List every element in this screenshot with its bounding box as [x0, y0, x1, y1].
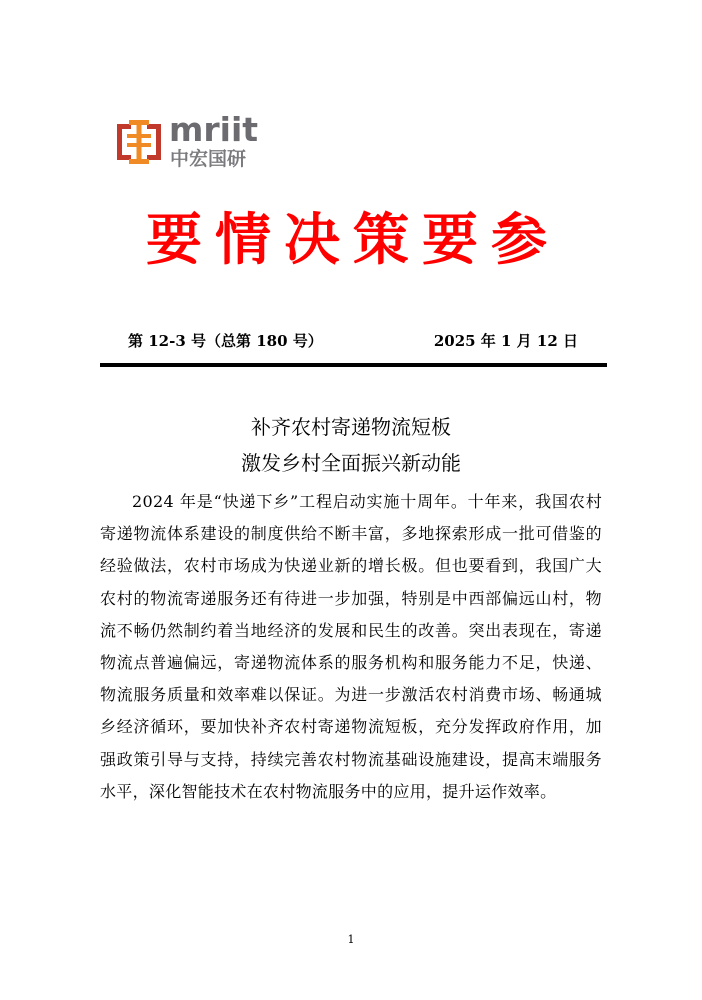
issue-date: 2025 年 1 月 12 日	[433, 332, 578, 350]
masthead-title: 要情决策要参	[146, 208, 560, 273]
issue-line	[128, 329, 578, 353]
article-title	[100, 409, 602, 481]
logo-wordmark-en: mriit	[169, 110, 259, 149]
issue-number: 第 12-3 号（总第 180 号）	[128, 332, 323, 350]
logo-wordmark-cn: 中宏国研	[170, 148, 247, 170]
article-title-line-2: 激发乡村全面振兴新动能	[241, 451, 461, 475]
brand-logo	[113, 110, 259, 170]
article-paragraph: 2024 年是“快递下乡”工程启动实施十周年。十年来，我国农村寄递物流体系建设的制度供给不断丰富，多地探索形成一批可借鉴的经验做法，农村市场成为快递业新的增长极。但也要看到，我国广大农村的物流寄递服务还有待进一步加强，特别是中西部偏远山村，物流不畅仍然制约着当地经济的发展和民生的改善。突出表现在，寄递物流点普遍偏远，寄递物流体系的服务机构和服务能力不足，快递、物流服务质量和效率难以保证。为进一步激活农村消费市场、畅通城乡经济循环，要加快补齐农村寄递物流短板，充分发挥政府作用，加强政策引导与支持，持续完善农村物流基础设施建设，提高末端服务水平，深化智能技术在农村物流服务中的应用，提升运作效率。	[100, 492, 602, 801]
logo-mark-icon	[113, 116, 165, 168]
article-title-line-1: 补齐农村寄递物流短板	[251, 415, 451, 439]
page-number: 1	[347, 933, 355, 946]
masthead-divider	[100, 363, 607, 367]
